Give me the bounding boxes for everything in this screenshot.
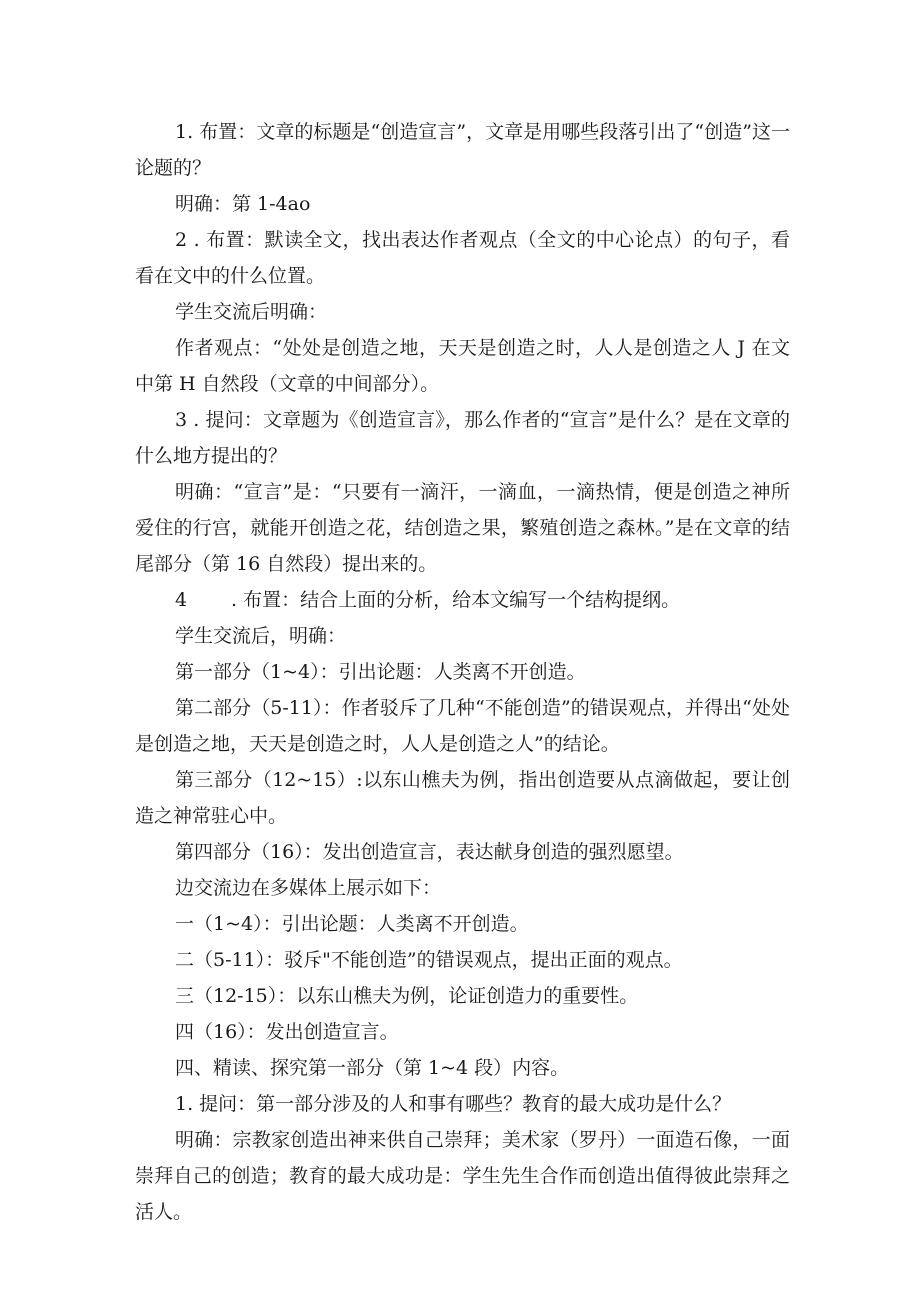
paragraph-part-1: 第一部分（1~4）：引出论题：人类离不开创造。 (175, 661, 586, 683)
paragraph-outline-1: 一（1~4）：引出论题：人类离不开创造。 (175, 913, 529, 935)
paragraph-answer-question-1: 明确：宗教家创造出神来供自己崇拜；美术家（罗丹）一面造石像，一面崇拜自己的创造；教育的最大成功是：学生先生合作而创造出值得彼此崇拜之活人。 (135, 1129, 790, 1223)
paragraph-task-1: 1. 布置：文章的标题是“创造宣言”，文章是用哪些段落引出了“创造”这一论题的？ (135, 121, 790, 179)
paragraph-part-4: 第四部分（16）：发出创造宣言，表达献身创造的强烈愿望。 (175, 841, 684, 863)
paragraph-part-3: 第三部分（12~15）:以东山樵夫为例，指出创造要从点滴做起，要让创造之神常驻心中。 (135, 769, 790, 827)
task-4-text: . 布置：结合上面的分析，给本文编写一个结构提纲。 (231, 589, 681, 611)
paragraph-task-3: 3 . 提问：文章题为《创造宣言》，那么作者的“宣言”是什么？是在文章的什么地方提出的？ (135, 409, 790, 467)
paragraph-outline-2: 二（5-11）：驳斥"不能创造”的错误观点，提出正面的观点。 (175, 949, 683, 971)
paragraph-multimedia-intro: 边交流边在多媒体上展示如下： (175, 877, 442, 899)
paragraph-outline-4: 四（16）：发出创造宣言。 (175, 1021, 399, 1043)
paragraph-task-2: 2 . 布置：默读全文，找出表达作者观点（全文的中心论点）的句子，看看在文中的什么位置。 (135, 229, 790, 287)
paragraph-task-4 (135, 582, 790, 618)
paragraph-question-1: 1. 提问：第一部分涉及的人和事有哪些？教育的最大成功是什么？ (175, 1093, 732, 1115)
paragraph-part-2: 第二部分（5-11）：作者驳斥了几种“不能创造”的错误观点，并得出“处处是创造之地，天天是创造之时，人人是创造之人”的结论。 (135, 697, 790, 755)
paragraph-author-view: 作者观点：“处处是创造之地，天天是创造之时，人人是创造之人 J 在文中第 H 自然段（文章的中间部分）。 (135, 337, 790, 395)
task-4-number: 4 (175, 589, 188, 611)
paragraph-answer-3: 明确：“宣言”是：“只要有一滴汗，一滴血，一滴热情，便是创造之神所爱住的行宫，就能开创造之花，结创造之果，繁殖创造之森林。”是在文章的结尾部分（第 16 自然段）提出来的。 (135, 481, 790, 575)
paragraph-student-exchange: 学生交流后明确： (175, 301, 328, 323)
document-body (135, 114, 790, 1230)
paragraph-answer-1: 明确：第 1-4ao (175, 193, 311, 215)
paragraph-student-exchange-2: 学生交流后，明确： (175, 625, 347, 647)
paragraph-outline-3: 三（12-15）：以东山樵夫为例，论证创造力的重要性。 (175, 985, 639, 1007)
section-heading-4: 四、精读、探究第一部分（第 1~4 段）内容。 (175, 1057, 570, 1079)
